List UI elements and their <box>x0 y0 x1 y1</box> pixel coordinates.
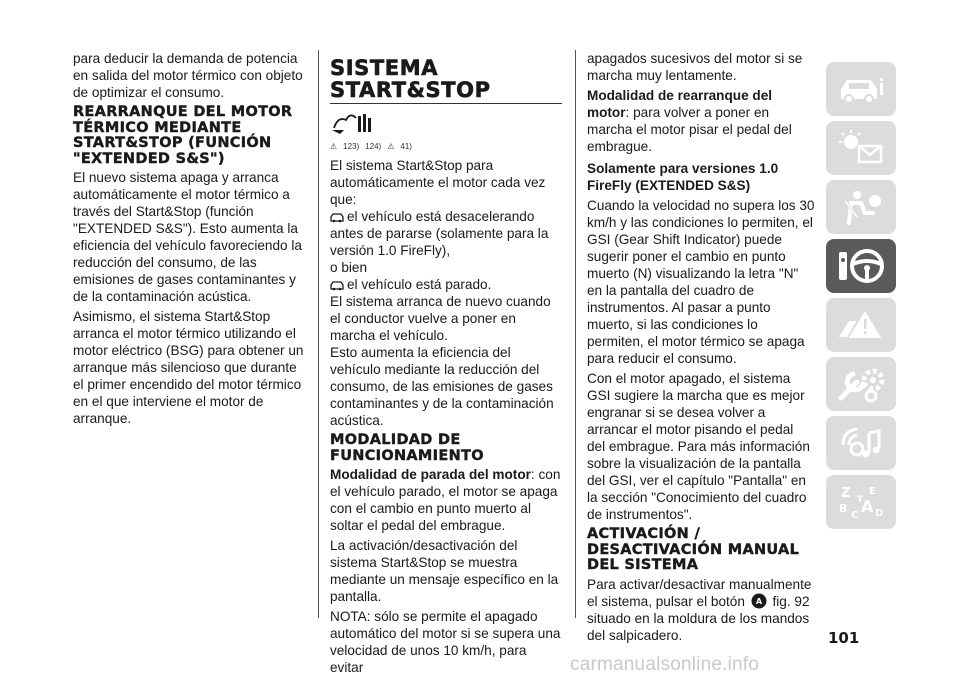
page-number: 101 <box>828 629 860 647</box>
column-2 <box>330 50 562 679</box>
car-bullet-icon <box>330 212 344 223</box>
paragraph: El nuevo sistema apaga y arranca automáticamente el motor térmico a través del Start&Stop (función "EXTENDED S&S"). Esto aumenta la eficiencia del vehículo favoreciendo la reducción del consumo, de las emisiones de gases contaminantes y de la contaminación acústica. <box>73 170 302 304</box>
section-title-rearranque: REARRANQUE DEL MOTOR TÉRMICO MEDIANTE START&STOP (FUNCIÓN "EXTENDED S&S") <box>73 104 293 167</box>
car-icon <box>835 69 887 109</box>
index-letter: Z <box>841 486 851 501</box>
index-letter: A <box>861 497 874 516</box>
paragraph: El sistema Start&Stop para automáticamente el motor cada vez que: <box>330 158 546 207</box>
svg-text:A: A <box>755 596 762 606</box>
tab-warning-lights[interactable] <box>826 121 896 175</box>
paragraph: Con el motor apagado, el sistema GSI sugiere la marcha que es mejor engranar si se desea volver a arrancar el motor pisando el pedal del embrague. Para más información sobre la visualización de la pantalla del GSI, ver el capítulo "Pantalla" en la sección "Conocimiento del cuadro de instrumentos". <box>587 371 810 522</box>
paragraph-or: o bien <box>330 260 368 275</box>
warning-icons <box>330 108 562 136</box>
ref-number: 123) <box>343 142 360 151</box>
tab-index[interactable] <box>826 475 896 529</box>
ref-number: 41) <box>400 142 412 151</box>
paragraph: Cuando la velocidad no supera los 30 km/h y las condiciones lo permiten, el GSI (Gear Shift Indicator) puede sugerir poner el cambio en punto muerto (N) visualizando la letra "N" en la pantalla del cuadro de instrumentos. Al pasar a punto muerto, si las condiciones lo permiten, el motor térmico se apaga para reducir el consumo. <box>587 198 815 366</box>
paragraph: El sistema arranca de nuevo cuando el conductor vuelve a poner en marcha el vehículo. <box>330 294 551 343</box>
index-letter: D <box>875 508 884 519</box>
bullet-item: el vehículo está parado. <box>330 276 562 293</box>
steering-wheel-icon <box>835 246 887 286</box>
road-warning-icon <box>835 305 887 345</box>
paragraph-button: Para activar/desactivar manualmente el sistema, pulsar el botón A fig. 92 situado en la moldura de los mandos del salpicadero. <box>587 576 812 643</box>
ref-warning-icon: ⚠ <box>330 142 338 151</box>
column-3 <box>587 50 815 647</box>
paragraph-lead: Modalidad de parada del motor: con el vehículo parado, el motor se apaga con el cambio en punto muerto al soltar el pedal del embrague. <box>330 467 561 533</box>
paragraph: La activación/desactivación del sistema Start&Stop se muestra mediante un mensaje específico en la pantalla. <box>330 538 559 604</box>
index-letter: B <box>839 502 848 515</box>
paragraph: Asimismo, el sistema Start&Stop arranca el motor térmico utilizando el motor eléctrico (BSG) para obtener un arranque más silencioso que durante el primer encendido del motor térmico en el que interviene el motor de arranque. <box>73 309 304 426</box>
bullet-item: el vehículo está desacelerando antes de pararse (solamente para la versión 1.0 FireFly), <box>330 209 549 258</box>
paragraph: NOTA: sólo se permite el apagado automático del motor si se supera una velocidad de unos 10 km/h, para evitar <box>330 609 561 675</box>
column-divider <box>318 50 319 618</box>
multimedia-icon <box>835 423 887 463</box>
ref-warning-icon: ⚠ <box>387 142 395 151</box>
car-bullet-icon <box>330 280 344 291</box>
alphabet-index-icon <box>835 482 887 522</box>
section-title-modalidad: MODALIDAD DE FUNCIONAMIENTO <box>330 432 484 464</box>
intro-paragraph: para deducir la demanda de potencia en salida del motor térmico con objeto de optimizar el consumo. <box>73 51 303 100</box>
page-title: SISTEMA START&STOP <box>330 56 491 102</box>
ref-number: 124) <box>365 142 382 151</box>
start-stop-button-icon <box>751 593 767 609</box>
column-divider <box>575 50 576 618</box>
warning-light-icon <box>835 128 887 168</box>
index-letter: E <box>869 486 876 497</box>
watermark: carmanualsonline.info <box>570 654 760 675</box>
section-title-activacion: ACTIVACIÓN / DESACTIVACIÓN MANUAL DEL SISTEMA <box>587 526 800 573</box>
column-1 <box>73 50 305 430</box>
paragraph: Esto aumenta la eficiencia del vehículo mediante la reducción del consumo, de las emisiones de gases contaminantes y de la contaminación acústica. <box>330 345 554 428</box>
gear-wrench-icon <box>835 364 887 404</box>
warning-reference-icon <box>330 110 374 136</box>
subheading: Solamente para versiones 1.0 FireFly (EXTENDED S&S) <box>587 161 779 193</box>
tab-starting-driving[interactable] <box>826 239 896 293</box>
tab-multimedia[interactable] <box>826 416 896 470</box>
chapter-tabs <box>826 62 896 534</box>
reference-notes <box>330 138 562 155</box>
paragraph-lead: Modalidad de rearranque del motor: para volver a poner en marcha el motor pisar el pedal del embrague. <box>587 88 792 154</box>
paragraph: apagados sucesivos del motor si se marcha muy lentamente. <box>587 51 803 83</box>
tab-maintenance[interactable] <box>826 357 896 411</box>
index-letter: C <box>851 510 859 521</box>
tab-car[interactable] <box>826 62 896 116</box>
tab-emergency[interactable] <box>826 298 896 352</box>
tab-safety[interactable] <box>826 180 896 234</box>
title-rule <box>330 103 562 104</box>
index-letter: T <box>857 495 864 505</box>
airbag-icon <box>835 187 887 227</box>
